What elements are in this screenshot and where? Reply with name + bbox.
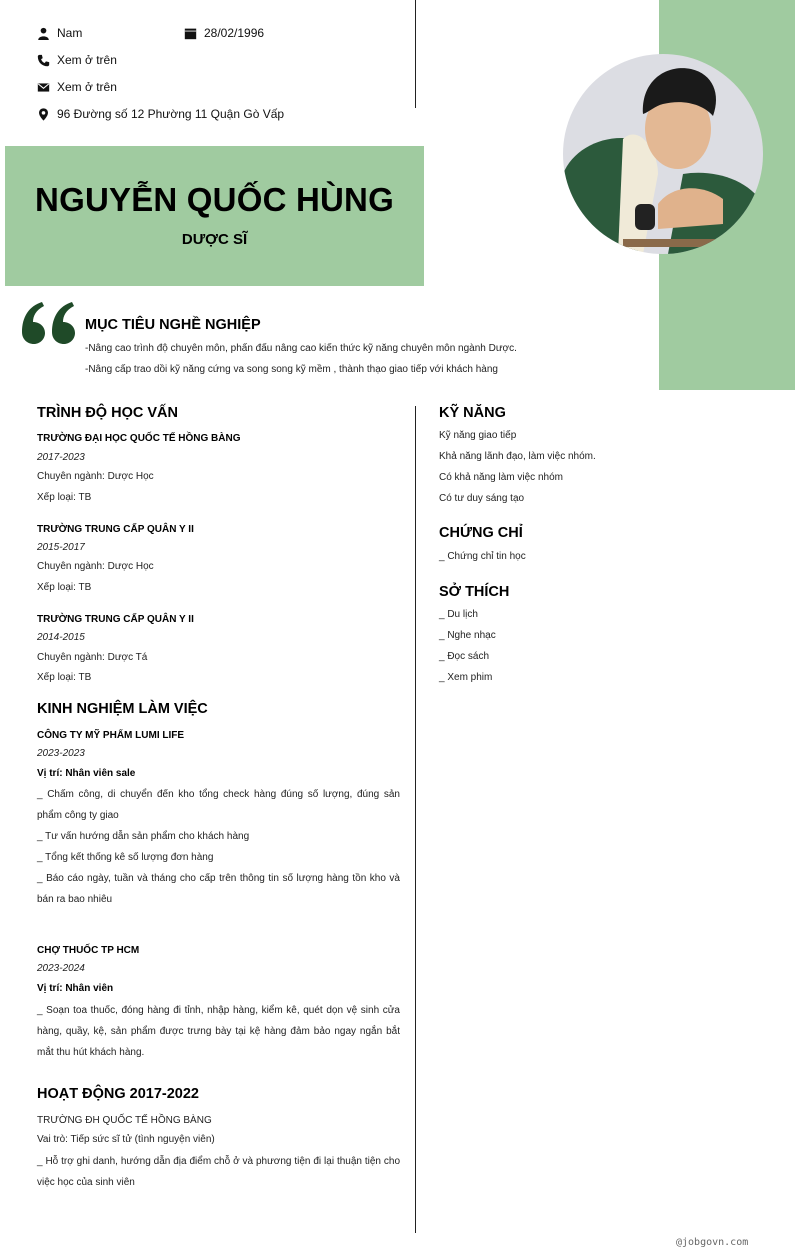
skill-item: Khả năng lãnh đạo, làm việc nhóm.: [439, 451, 596, 462]
name-banner: [5, 146, 424, 286]
experience-task: _ Tư vấn hướng dẫn sản phẩm cho khách hàng: [37, 831, 250, 842]
education-grade: Xếp loại: TB: [37, 582, 92, 593]
contact-email: [37, 80, 117, 94]
mail-icon: [37, 81, 50, 94]
objective-line: -Nâng cao trình độ chuyên môn, phấn đấu nâng cao kiến thức kỹ năng chuyên môn ngành Dược.: [85, 343, 517, 354]
activity-description: _ Hỗ trợ ghi danh, hướng dẫn địa điểm chỗ ở và phương tiện đi lại thuận tiện cho việc học của sinh viên: [37, 1156, 400, 1188]
gender-text: Nam: [57, 26, 83, 40]
skill-item: Có tư duy sáng tạo: [439, 493, 525, 504]
birthdate-text: 28/02/1996: [204, 26, 265, 40]
experience-period: 2023-2024: [37, 963, 85, 974]
watermark: @jobgovn.com: [676, 1237, 749, 1248]
experience-position: Vị trí: Nhân viên: [37, 983, 114, 994]
education-school: TRƯỜNG TRUNG CẤP QUÂN Y II: [37, 614, 194, 625]
objective-heading: MỤC TIÊU NGHỀ NGHIỆP: [85, 317, 261, 333]
location-pin-icon: [37, 108, 50, 121]
calendar-icon: [184, 27, 197, 40]
skill-item: Có khả năng làm việc nhóm: [439, 472, 563, 483]
experience-task: _ Tổng kết thống kê số lượng đơn hàng: [37, 852, 214, 863]
hobby-item: _ Xem phim: [439, 672, 493, 683]
education-period: 2014-2015: [37, 632, 85, 643]
phone-text: Xem ở trên: [57, 53, 117, 67]
education-major: Chuyên ngành: Dược Học: [37, 561, 154, 572]
activities-heading: HOẠT ĐỘNG 2017-2022: [37, 1086, 199, 1102]
education-period: 2015-2017: [37, 542, 85, 553]
experience-company: CÔNG TY MỸ PHẨM LUMI LIFE: [37, 730, 185, 741]
education-period: 2017-2023: [37, 452, 85, 463]
skill-item: Kỹ năng giao tiếp: [439, 430, 517, 441]
header-divider: [415, 0, 416, 108]
education-heading: TRÌNH ĐỘ HỌC VẤN: [37, 405, 178, 421]
quote-icon: [20, 302, 78, 344]
address-text: 96 Đường số 12 Phường 11 Quận Gò Vấp: [57, 107, 285, 121]
hobby-item: _ Du lịch: [439, 609, 478, 620]
activity-organization: TRƯỜNG ĐH QUỐC TẾ HỒNG BÀNG: [37, 1115, 212, 1126]
experience-task: _ Báo cáo ngày, tuần và tháng cho cấp trên thông tin số lượng hàng tồn kho và bán ra bao nhiêu: [37, 873, 400, 905]
contact-address: [37, 107, 284, 121]
phone-icon: [37, 54, 50, 67]
experience-task: _ Soạn toa thuốc, đóng hàng đi tỉnh, nhập hàng, kiểm kê, quét dọn vệ sinh cửa hàng, quầy, kệ, sản phẩm được trưng bày tại kệ hàng đảm bảo ngay ngắn bắt mắt thu hút khách hàng.: [37, 1005, 400, 1058]
profile-photo: [563, 54, 763, 254]
education-grade: Xếp loại: TB: [37, 672, 92, 683]
hobby-item: _ Đọc sách: [439, 651, 490, 662]
contact-gender: [37, 26, 82, 40]
job-title: DƯỢC SĨ: [181, 231, 248, 248]
education-school: TRƯỜNG ĐẠI HỌC QUỐC TẾ HỒNG BÀNG: [37, 433, 241, 444]
hobbies-heading: SỞ THÍCH: [439, 584, 510, 600]
activity-role: Vai trò: Tiếp sức sĩ tử (tình nguyện viên): [37, 1134, 215, 1145]
contact-phone: [37, 53, 117, 67]
education-grade: Xếp loại: TB: [37, 492, 92, 503]
column-divider: [415, 406, 416, 1233]
certificates-heading: CHỨNG CHỈ: [439, 525, 523, 541]
email-text: Xem ở trên: [57, 80, 117, 94]
experience-period: 2023-2023: [37, 748, 85, 759]
experience-heading: KINH NGHIỆM LÀM VIỆC: [37, 701, 208, 717]
education-major: Chuyên ngành: Dược Học: [37, 471, 154, 482]
objective-line: -Nâng cấp trao dồi kỹ năng cứng va song song kỹ mềm , thành thạo giao tiếp với khách hàng: [85, 364, 498, 375]
skills-heading: KỸ NĂNG: [439, 405, 506, 421]
contact-birthdate: [184, 26, 264, 40]
certificate-item: _ Chứng chỉ tin học: [439, 551, 526, 562]
person-icon: [37, 27, 50, 40]
experience-position: Vị trí: Nhân viên sale: [37, 768, 136, 779]
experience-task: _ Chấm công, di chuyển đến kho tổng check hàng đúng số lượng, đúng sản phẩm công ty giao: [37, 789, 400, 821]
experience-company: CHỢ THUỐC TP HCM: [37, 945, 140, 956]
candidate-name: NGUYỄN QUỐC HÙNG: [35, 181, 394, 218]
education-school: TRƯỜNG TRUNG CẤP QUÂN Y II: [37, 524, 194, 535]
education-major: Chuyên ngành: Dược Tá: [37, 652, 148, 663]
hobby-item: _ Nghe nhạc: [439, 630, 496, 641]
